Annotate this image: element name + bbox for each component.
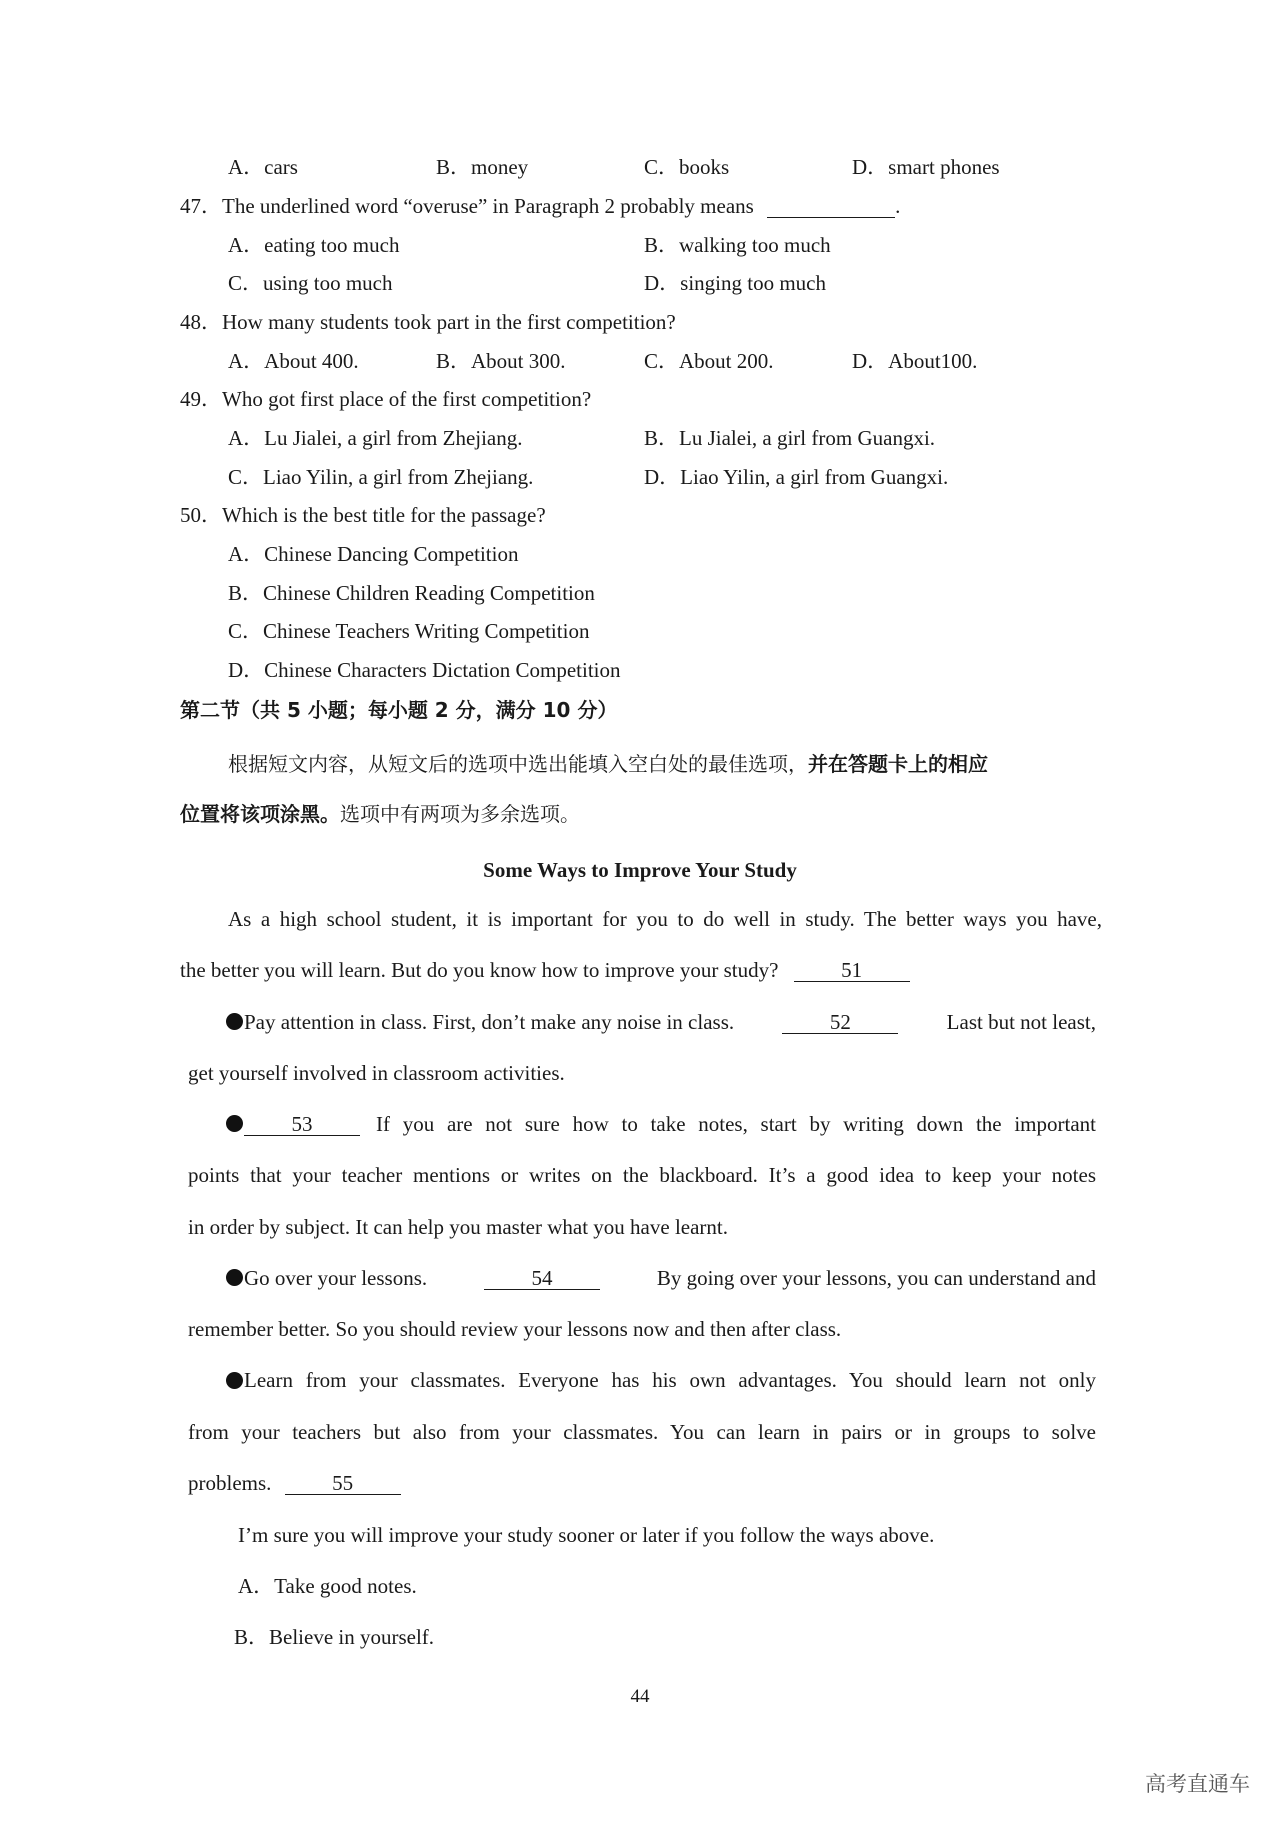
q48-stem: 48．How many students took part in the first competition? [180,310,676,334]
p2-text-a: Pay attention in class. First, don’t make any noise in class. [244,1010,735,1034]
q49-stem: 49．Who got first place of the first competition? [180,387,592,411]
passage-p4-line1 [226,1264,1096,1292]
q47-question [180,192,900,220]
p4-line1-left [226,1264,427,1292]
blank-51: 51 [794,959,910,982]
p1-line2-text: the better you will learn. But do you know how to improve your study? [180,958,779,982]
blank-55: 55 [285,1472,401,1495]
section-instructions-line1 [228,750,988,778]
q46-option-a: A．cars [228,155,298,179]
p2-line1-left [226,1008,734,1036]
q50-option-a: A．Chinese Dancing Competition [228,542,519,566]
passage-p3-line3: in order by subject. It can help you master what you have learnt. [188,1215,728,1239]
q47-end: . [895,194,901,218]
q49-option-d: D．Liao Yilin, a girl from Guangxi. [644,465,949,489]
choice-b: B．Believe in yourself. [234,1625,435,1649]
passage-p3-line2: points that your teacher mentions or writes on the blackboard. It’s a good idea to keep your notes [188,1163,1096,1187]
q46-option-d: D．smart phones [852,155,1000,179]
blank-52: 52 [782,1011,898,1034]
bullet-icon [226,1269,243,1286]
bullet-icon [226,1115,243,1132]
passage-p1-line2 [180,956,910,984]
q48-option-a: A．About 400. [228,349,359,373]
q50-stem: 50．Which is the best title for the passage? [180,503,546,527]
p3-text-a: If you are not sure how to take notes, start by writing down the important [376,1112,1096,1136]
p5-line3-text: problems. [188,1471,272,1495]
passage-p4-line2: remember better. So you should review your lessons now and then after class. [188,1317,842,1341]
passage-p2-line2: get yourself involved in classroom activities. [188,1061,565,1085]
page-number: 44 [630,1686,650,1707]
passage-p5-line2: from your teachers but also from your classmates. You can learn in pairs or in groups to solve [188,1420,1096,1444]
p3-line1-left [226,1110,360,1138]
p2-text-b: Last but not least, [946,1010,1096,1034]
passage-p5-line1 [226,1366,1096,1394]
site-watermark: 高考直通车 [1145,1772,1250,1796]
bullet-icon [226,1013,243,1030]
q47-option-d: D．singing too much [644,271,826,295]
q48-option-c: C．About 200. [644,349,774,373]
passage-title: Some Ways to Improve Your Study [483,858,797,882]
section-instructions-line2 [180,800,580,828]
passage-p6: I’m sure you will improve your study sooner or later if you follow the ways above. [238,1523,935,1547]
q46-option-c: C．books [644,155,730,179]
passage-p5-line3 [188,1469,401,1497]
p4-text-b: By going over your lessons, you can understand and [656,1266,1096,1290]
q49-option-a: A．Lu Jialei, a girl from Zhejiang. [228,426,523,450]
q49-option-b: B．Lu Jialei, a girl from Guangxi. [644,426,936,450]
q47-option-a: A．eating too much [228,233,400,257]
instructions-text-1: 根据短文内容，从短文后的选项中选出能填入空白处的最佳选项， [228,752,808,776]
instructions-text-2: 选项中有两项为多余选项。 [340,802,580,826]
q49-option-c: C．Liao Yilin, a girl from Zhejiang. [228,465,534,489]
q48-option-b: B．About 300. [436,349,566,373]
passage-p3-line1 [226,1110,1096,1138]
p5-text-a: Learn from your classmates. Everyone has his own advantages. You should learn not only [244,1368,1096,1392]
q47-stem: 47．The underlined word “overuse” in Paragraph 2 probably means [180,194,754,218]
instructions-emphasis-1: 并在答题卡上的相应 [808,752,988,776]
q50-option-c: C．Chinese Teachers Writing Competition [228,619,590,643]
bullet-icon [226,1372,243,1389]
q50-option-b: B．Chinese Children Reading Competition [228,581,595,605]
section-heading: 第二节（共 5 小题；每小题 2 分，满分 10 分） [180,698,618,722]
q50-option-d: D．Chinese Characters Dictation Competition [228,658,621,682]
instructions-emphasis-2: 位置将该项涂黑。 [180,802,340,826]
q47-option-b: B．walking too much [644,233,831,257]
choice-a: A．Take good notes. [238,1574,417,1598]
q47-blank [767,195,895,218]
passage-p2-line1 [226,1008,1096,1036]
q46-option-b: B．money [436,155,529,179]
q47-option-c: C．using too much [228,271,393,295]
blank-53: 53 [244,1113,360,1136]
blank-54: 54 [484,1267,600,1290]
p4-text-a: Go over your lessons. [244,1266,428,1290]
q48-option-d: D．About100. [852,349,978,373]
passage-p1-line1: As a high school student, it is important for you to do well in study. The better ways you have, [228,907,1102,931]
